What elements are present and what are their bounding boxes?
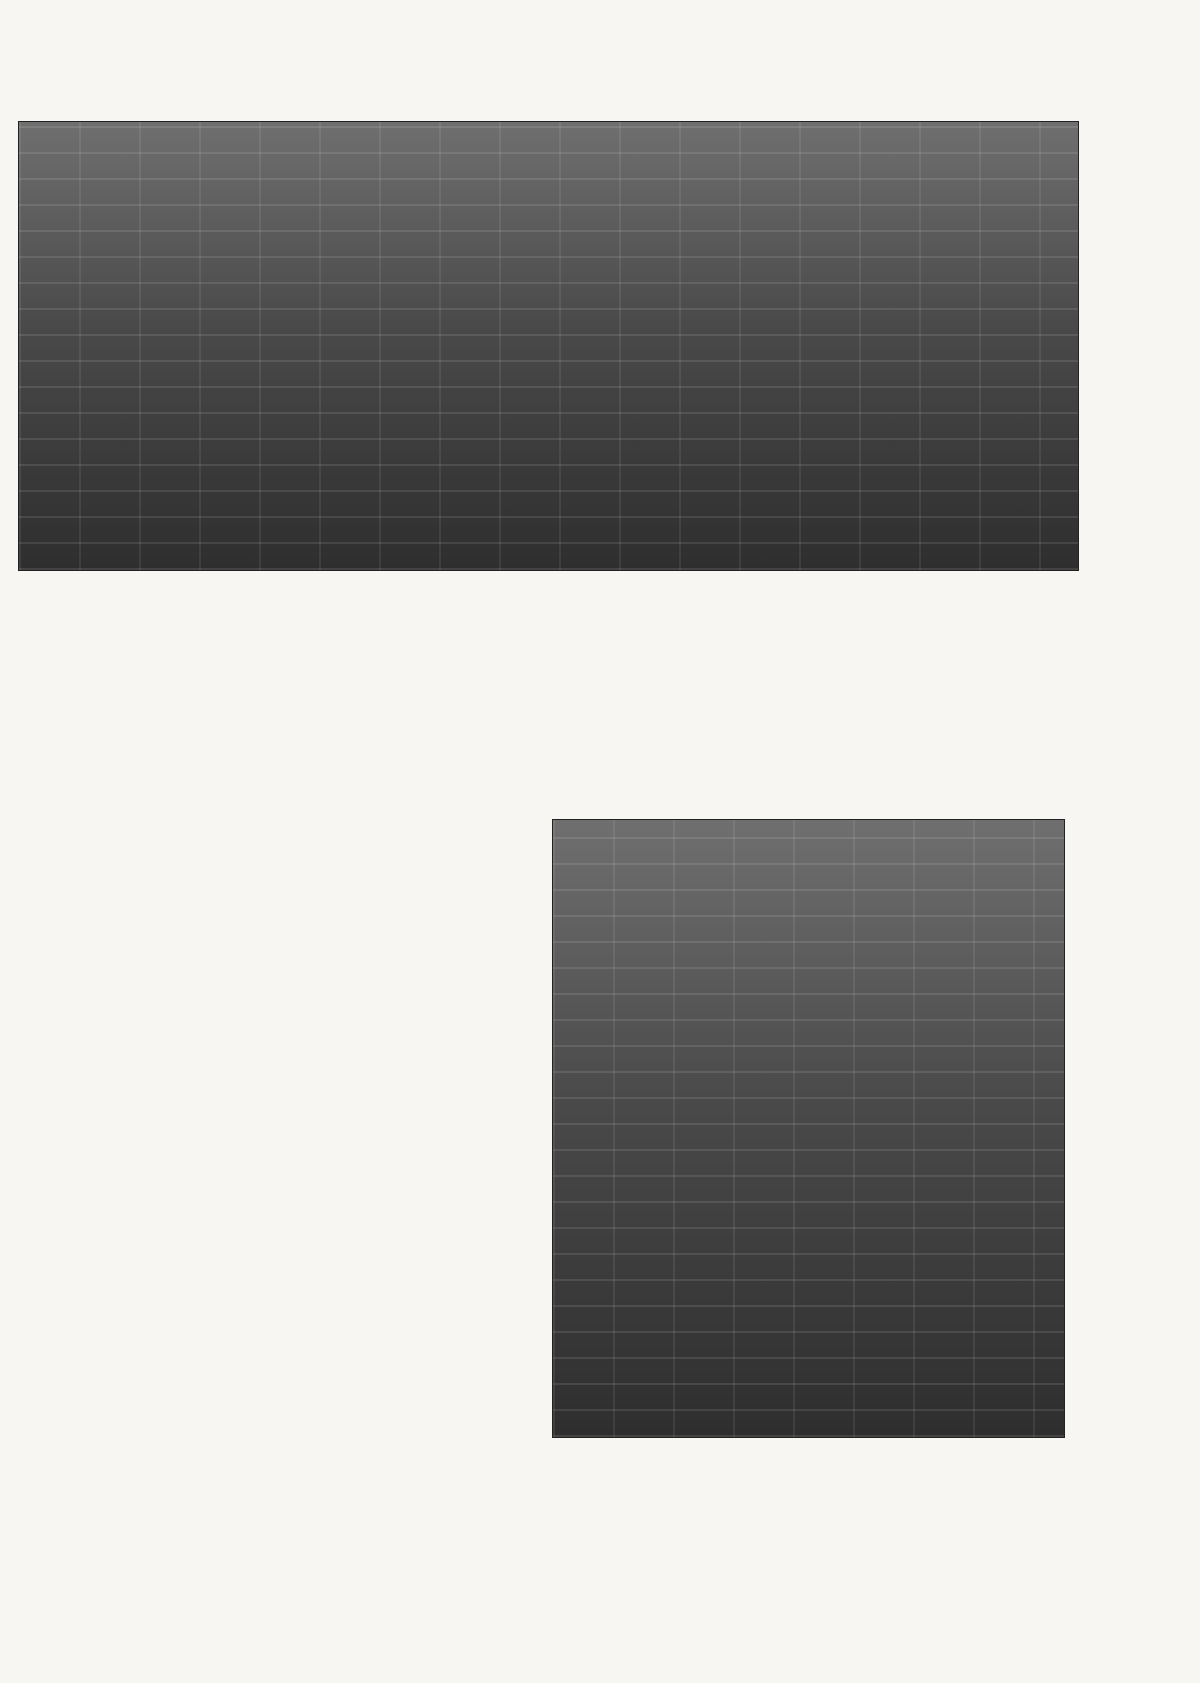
- oo-group-photo: [552, 819, 1065, 1438]
- group-silhouettes: [553, 820, 1064, 1437]
- group-silhouettes: [19, 122, 1078, 570]
- vica-group-photo: [18, 121, 1079, 571]
